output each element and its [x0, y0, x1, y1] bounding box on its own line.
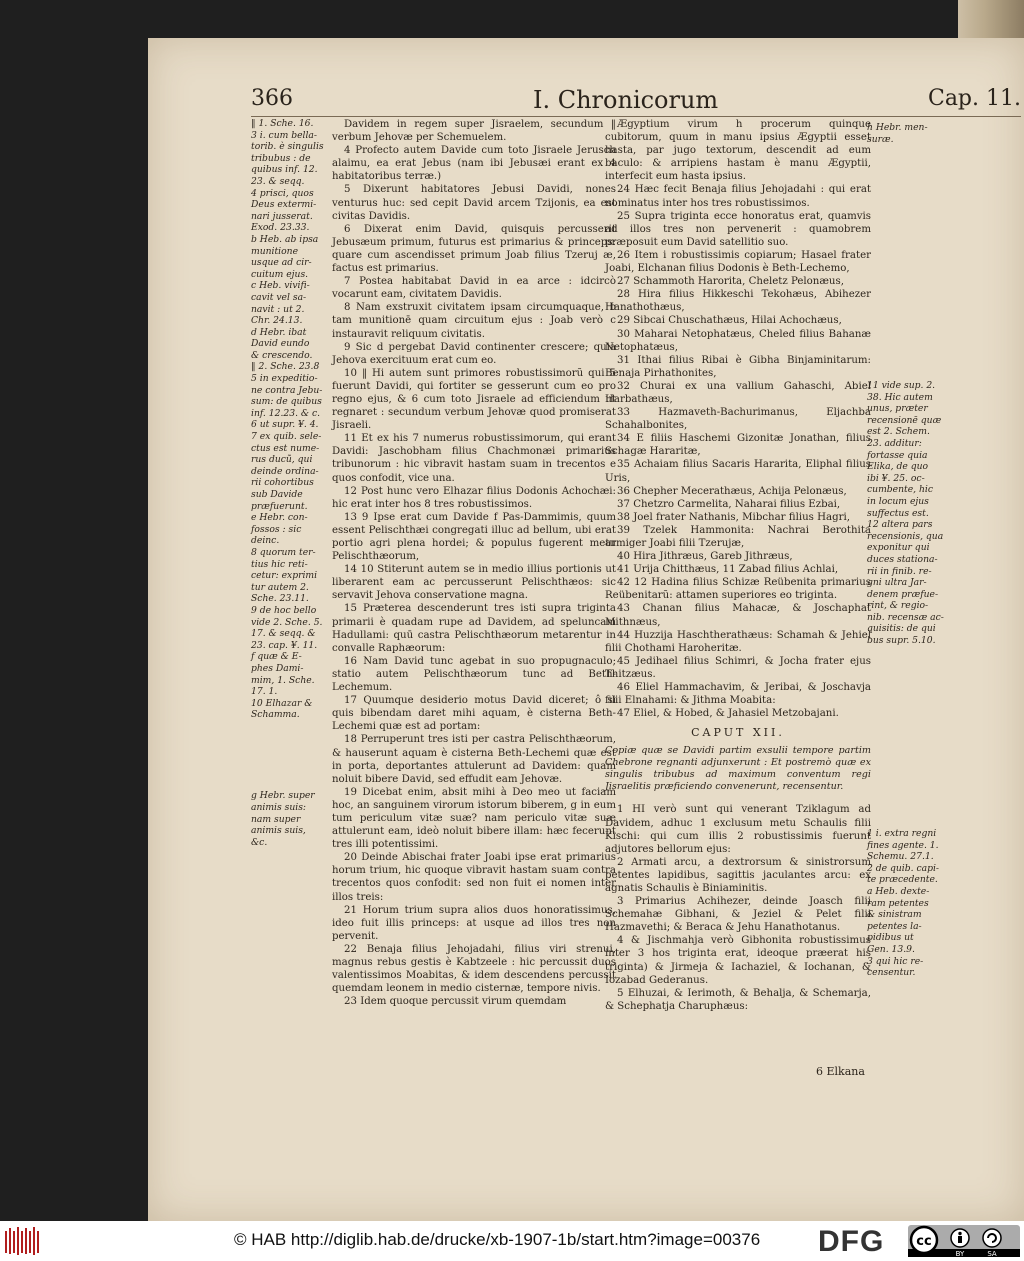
margin-note-line: unus, præter — [867, 403, 928, 415]
verse-paragraph: 34 E filiis Haschemi Gizonitæ Jonathan, filius Schagæ Hararitæ, — [605, 433, 871, 458]
column-2-chapter-verses — [605, 803, 871, 1013]
verse-paragraph: 9 Sic d pergebat David continenter crescere; quia Jehova exercituum erat cum eo. — [332, 341, 616, 366]
margin-note-line: animis suis, — [251, 825, 306, 837]
chapter-label: Cap. 11. — [927, 86, 1021, 111]
margin-note-line: cumbente, hic — [867, 484, 933, 496]
verse-paragraph: 46 Eliel Hammachavim, & Jeribai, & Joschavja filii Elnahami: & Jithma Moabita: — [605, 682, 871, 707]
margin-note-line — [251, 756, 329, 768]
margin-note-line: Elika, de quo — [867, 461, 929, 473]
margin-note-line: David eundo — [251, 338, 310, 350]
verse-paragraph: 45 Jedihael filius Schimri, & Jocha frater ejus Thitzæus. — [605, 655, 871, 680]
margin-note-line: tribubus : de — [251, 152, 311, 164]
margin-note-line: 7 ex quib. sele- — [251, 431, 322, 443]
margin-note-line: 23. & seqq. — [251, 175, 305, 187]
margin-note-line: sub Davide — [251, 489, 303, 500]
margin-note-line: cavit vel sa- — [251, 291, 307, 303]
running-header — [251, 86, 1021, 116]
page-title: I. Chronicorum — [533, 86, 719, 114]
catchword: 6 Elkana — [816, 1065, 865, 1078]
margin-note-line: rus ducũ, qui — [251, 454, 313, 466]
margin-note-line: præfuerunt. — [251, 500, 308, 512]
margin-note-line: phes Dami- — [251, 662, 304, 674]
verse-paragraph: 13 9 Ipse erat cum Davide f Pas-Dammimis, quum essent Pelischthæi congregati illuc ad bellum, ubi erat portio agri plena hordei; & populus fugerent metu Pelischthæorum, — [332, 511, 616, 563]
verse-paragraph: 36 Chepher Mecerathæus, Achija Pelonæus, — [617, 485, 847, 497]
margin-note-line: bus supr. 5.10. — [867, 635, 936, 647]
margin-note-line: suffectus est. — [867, 507, 929, 519]
margin-note-line: ‖ 1. Sche. 16. — [251, 118, 314, 129]
text-column-1 — [332, 118, 616, 1008]
margin-note-line: deinde ordina- — [251, 465, 319, 477]
margin-note-line: fines agente. 1. — [867, 839, 939, 851]
margin-note-line: torib. è singulis — [251, 141, 324, 153]
margin-note-line: &c. — [251, 836, 268, 848]
chapter-summary: Copiæ quæ se Davidi partim exsulii tempore partim Chebrone regnanti adjunxerunt : Et postremò quæ ex singulis tribubus ad maximum conventum regi Jisraelitis præficiendo convenerunt, recensentur. — [605, 745, 871, 793]
verse-paragraph: 19 Dicebat enim, absit mihi à Deo meo ut faciam hoc, an sanguinem virorum istorum biberem, g in eum tum periculum vitæ suæ? nam periculo vitæ suæ attulerunt eam, ideò noluit bibere illam: hæc fecerunt tres illi potentissimi. — [332, 786, 616, 851]
verse-paragraph: 3 Primarius Achihezer, deinde Joasch filii Schemahæ Gibhani, & Jeziel & Pelet filii Hazmavethi; & Beraca & Jehu Hanathotanus. — [605, 896, 871, 934]
verse-paragraph: 33 Hazmaveth-Bachurimanus, Eljachba Schahalbonites, — [605, 407, 871, 432]
margin-note-line: denem præfue- — [867, 588, 939, 600]
margin-note-line: rii cohortibus — [251, 477, 314, 489]
margin-note-line: tur autem 2. — [251, 581, 309, 593]
margin-note-line: g Hebr. super — [251, 790, 315, 802]
margin-note-line: est 2. Schem. — [867, 426, 930, 438]
license-by: BY — [955, 1250, 965, 1257]
verse-paragraph: 16 Nam David tunc agebat in suo propugnaculo; statio autem Pelischthæorum tunc ad Beth-Lechemum. — [332, 655, 616, 694]
verse-paragraph: 23 Idem quoque percussit virum quemdam — [344, 996, 567, 1008]
text-column-2 — [605, 118, 871, 1013]
margin-note-line: censentur. — [867, 967, 916, 979]
verse-paragraph: 15 Præterea descenderunt tres isti supra triginta primarii è quadam rupe ad Davidem, ad speluncam Hadullami: quū castra Pelischthæorum metarentur in convalle Raphæorum: — [332, 603, 616, 654]
verse-paragraph: 10 ‖ Hi autem sunt primores robustissimorũ qui 5 fuerunt Davidi, qui fortiter se gesserunt cum eo pro regno ejus, & 6 cum toto Jisraele ad efficiendum ut regnaret : secundum verbum Jehovæ quod promiserat Jisraeli. — [332, 367, 616, 432]
margin-note-line: deinc. — [251, 535, 280, 547]
right-margin-notes-middle — [867, 380, 945, 647]
margin-note-line: sum: de quibus — [251, 396, 322, 408]
verse-paragraph: 11 Et ex his 7 numerus robustissimorum, qui erant Davidi: Jaschobham filius Chachmonæi primarius tribunorum : hic vibravit hastam suam in trecentos e quos confodit, vice una. — [332, 433, 616, 484]
verse-paragraph: 30 Maharai Netophatæus, Cheled filius Bahanæ Netophatæus, — [605, 328, 871, 353]
margin-note-line: nari jusserat. — [251, 210, 313, 222]
verse-paragraph: 39 Tzelek Hammonita: Nachrai Berothita armiger Joabi filii Tzerujæ, — [605, 524, 871, 549]
margin-note-line: e Hebr. con- — [251, 512, 308, 524]
margin-note-line: Gen. 13.9. — [867, 943, 915, 955]
verse-paragraph: 22 Benaja filius Jehojadahi, filius viri strenui, magnus rebus gestis è Kabtzeele : hic percussit duos valentissimos Moabitas, & idem descendens percussit quemdam leonem in medio cisternæ, tempore nivis. — [332, 943, 616, 995]
verse-paragraph: 43 Chanan filius Mahacæ, & Joschaphat Mithnæus, — [605, 603, 871, 628]
margin-note-line: tius hic reti- — [251, 558, 308, 570]
margin-note-line: 5 in expeditio- — [251, 373, 318, 385]
margin-note-line — [251, 721, 329, 733]
margin-note-line: ibi ¥. 25. oc- — [867, 472, 925, 484]
margin-note-line: a Heb. dexte- — [867, 885, 930, 897]
margin-note-line: navit : ut 2. — [251, 303, 305, 315]
margin-note-line: animis suis: — [251, 802, 306, 814]
verse-paragraph: 31 Ithai filius Ribai è Gibha Binjaminitarum: Benaja Pirhathonites, — [605, 354, 871, 379]
margin-note-line: 1 i. extra regni — [867, 828, 937, 839]
margin-note-line: 3 qui hic re- — [867, 955, 924, 967]
verse-paragraph: 8 Nam exstruxit civitatem ipsam circumquaque, b tam munitionē quam circuitum ejus : Joab verò c instauravit reliquum civitatis. — [332, 302, 616, 340]
verse-paragraph: 44 Huzzija Haschtherathæus: Schamah & Jehiel filii Chothami Haroheritæ. — [605, 629, 871, 654]
verse-paragraph: Ægyptium virum h procerum quinque cubitorum, quum in manu ipsius Ægyptii esset hasta, par jugo textorum, descendit ad eum baculo: & arripiens hastam è manu Ægyptii, interfecit eum hasta ipsius. — [605, 119, 871, 183]
verse-paragraph: 26 Item i robustissimis copiarum; Hasael frater Joabi, Elchanan filius Dodonis è Beth-Lechemo, — [605, 249, 871, 275]
margin-note-line: petentes la- — [867, 920, 922, 932]
margin-note-line: quibus inf. 12. — [251, 164, 318, 176]
margin-note-line: 3 i. cum bella- — [251, 129, 318, 141]
margin-note-line: 12 altera pars — [867, 519, 933, 531]
margin-note-line: inf. 12.23. & c. — [251, 407, 321, 419]
creative-commons-license-icon[interactable] — [908, 1225, 1020, 1257]
margin-note-line: ‖ 2. Sche. 23.8 — [251, 361, 320, 373]
margin-note-line: Schemu. 27.1. — [867, 851, 934, 863]
margin-note-line: c Heb. vivifi- — [251, 280, 310, 292]
margin-note-line: Chr. 24.13. — [251, 315, 303, 327]
verse-paragraph: 5 Elhuzai, & Ierimoth, & Behalja, & Schemarja, & Schephatja Charuphæus: — [605, 987, 871, 1012]
verse-paragraph: 41 Urija Chitthæus, 11 Zabad filius Achlai, — [617, 564, 839, 576]
verse-paragraph: 38 Joel frater Nathanis, Mibchar filius Hagri, — [617, 511, 850, 523]
margin-note-line: pidibus ut — [867, 932, 914, 944]
margin-note-line: 4 prisci, quos — [251, 187, 314, 199]
margin-note-line — [251, 767, 329, 779]
footer-bar — [0, 1221, 1024, 1261]
library-logo-icon — [4, 1225, 42, 1257]
verse-paragraph: 5 Dixerunt habitatores Jebusi Davidi, nones venturus huc: sed cepit David arcem Tzijonis, ea est civitas Davidis. — [332, 184, 616, 222]
verse-paragraph: 4 & Jischmahja verò Gibhonita robustissimus inter 3 hos triginta erat, ideoque præerat his triginta) & Jirmeja & Iachaziel, & Iochanan, & Iozabad Gederanus. — [605, 935, 871, 986]
margin-note-line: gni ultra Jar- — [867, 577, 927, 589]
margin-note-line: Sche. 23.11. — [251, 593, 309, 605]
margin-note-line: 17. 1. — [251, 686, 278, 698]
verse-paragraph: 47 Eliel, & Hobed, & Jahasiel Metzobajani. — [617, 708, 839, 720]
verse-paragraph: 14 10 Stiterunt autem se in medio illius portionis ut liberarent eam ac percusserunt Pelischthæos: sic servavit Jehova conservatione magna. — [332, 564, 616, 602]
left-margin-notes — [251, 118, 329, 848]
verse-paragraph: 27 Schammoth Harorita, Cheletz Pelonæus, — [617, 276, 844, 288]
verse-paragraph: 20 Deinde Abischai frater Joabi ipse erat primarius horum trium, hic quoque vibravit hastam suam contra trecentos quos confodit: sed non fuit ei nomen inter illos treis: — [332, 852, 616, 903]
verse-paragraph: 32 Churai ex una vallium Gahaschi, Abiel Harbathæus, — [605, 380, 871, 405]
margin-note-line — [251, 744, 329, 756]
margin-note-line: & crescendo. — [251, 349, 313, 361]
margin-note-line: nam super — [251, 813, 301, 825]
verse-paragraph: 29 Sibcai Chuschathæus, Hilai Achochæus, — [617, 315, 842, 327]
margin-note-line: nib. recensæ ac- — [867, 611, 944, 623]
verse-paragraph: 17 Quumque desiderio motus David diceret; ô si quis bibendam daret mihi aquam, è cisterna Beth-Lechemi quæ est ad portam: — [332, 695, 616, 733]
verse-paragraph: 24 Hæc fecit Benaja filius Jehojadahi : qui erat nominatus inter hos tres robustissimos. — [605, 184, 871, 209]
margin-note-line: 17. & seqq. & — [251, 628, 316, 640]
right-margin-notes-top — [867, 122, 945, 145]
license-sa: SA — [987, 1250, 997, 1257]
margin-note-line: ctus est nume- — [251, 442, 320, 454]
margin-note-line: fossos : sic — [251, 523, 302, 535]
verse-paragraph: 37 Chetzro Carmelita, Naharai filius Ezbai, — [617, 498, 841, 510]
dfg-logo: DFG — [818, 1225, 885, 1258]
margin-note-line: 10 Elhazar & — [251, 697, 313, 709]
margin-note-line: cuitum ejus. — [251, 268, 309, 280]
margin-note-line: usque ad cir- — [251, 257, 312, 269]
margin-note-line: fortasse quia — [867, 449, 928, 461]
verse-paragraph: 4 Profecto autem Davide cum toto Jisraele Jerusch alaimu, ea erat Jebus (nam ibi Jebusæi erant ex 4 habitatoribus terræ.) — [332, 145, 616, 183]
verse-paragraph: 21 Horum trium supra alios duos honoratissimus, ideo fuit illis princeps: at usque ad illos tres non pervenit. — [332, 904, 616, 942]
verse-paragraph: 28 Hira filius Hikkeschi Tekohæus, Abihezer Hanathothæus, — [605, 289, 871, 314]
margin-note-line: 23. additur: — [867, 437, 922, 449]
margin-note-line: suræ. — [867, 133, 894, 145]
margin-note-line: ne contra Jebu- — [251, 384, 323, 396]
margin-note-line: quisitis: de qui — [867, 623, 936, 635]
margin-note-line: rint, & regio- — [867, 600, 929, 612]
margin-note-line: h Hebr. men- — [867, 122, 928, 133]
column-2-verses — [605, 118, 871, 720]
verse-paragraph: 35 Achaiam filius Sacaris Hararita, Eliphal filius Uris, — [605, 459, 871, 484]
margin-note-line — [251, 779, 329, 791]
svg-text:cc: cc — [916, 1234, 932, 1249]
header-rule — [251, 116, 1021, 117]
margin-note-line: 11 vide sup. 2. — [867, 380, 936, 391]
margin-note-line: munitione — [251, 245, 299, 257]
margin-note-line: duces stationa- — [867, 553, 938, 565]
verse-paragraph: 42 12 Hadina filius Schizæ Reübenita primarius Reübenitarũ: attamen superiores eo triginta. — [605, 577, 871, 602]
verse-paragraph: 1 HI verò sunt qui venerant Tziklagum ad Davidem, adhuc 1 exclusum metu Schaulis filii Kischi: qui cum illis 2 robustissimis fuerunt adjutores bellorum ejus: — [605, 804, 871, 855]
margin-note-line: b Heb. ab ipsa — [251, 233, 319, 245]
verse-paragraph: 18 Perruperunt tres isti per castra Pelischthæorum, & hauserunt aquam è cisterna Beth-Lechemi quæ est in porta, deportantes attulerunt ad Davidem: quam noluit bibere David, sed effudit eam Jehovæ. — [332, 734, 616, 785]
margin-note-line: 38. Hic autem — [867, 391, 933, 403]
margin-note-line: vide 2. Sche. 5. — [251, 616, 323, 628]
margin-note-line: 8 quorum ter- — [251, 546, 316, 558]
verse-paragraph: Davidem in regem super Jisraelem, secundum ‖ verbum Jehovæ per Schemuelem. — [332, 119, 616, 144]
margin-note-line: Exod. 23.33. — [251, 222, 310, 234]
margin-note-line: & sinistram — [867, 909, 922, 921]
verse-paragraph: 12 Post hunc vero Elhazar filius Dodonis Achochæi: hic erat inter hos 8 tres robustissimos. — [332, 485, 616, 510]
margin-note-line: d Hebr. ibat — [251, 326, 307, 338]
margin-note-line: exponitur qui — [867, 542, 930, 554]
verse-paragraph: 40 Hira Jithræus, Gareb Jithræus, — [617, 551, 793, 563]
verse-paragraph: 2 Armati arcu, a dextrorsum & sinistrorsum petentes lapidibus, sagittis jaculantes arcu: ex agnatis Schaulis è Biniaminitis. — [605, 856, 871, 894]
margin-note-line: te præcedente. — [867, 874, 938, 886]
chapter-heading: CAPUT XII. — [691, 726, 785, 740]
margin-note-line: 9 de hoc bello — [251, 604, 317, 616]
margin-note-line: ram petentes — [867, 897, 929, 909]
book-page — [148, 38, 1024, 1221]
margin-note-line: Deus extermi- — [251, 199, 317, 211]
margin-note-line: rii in finib. re- — [867, 565, 932, 577]
margin-note-line: recensionis, qua — [867, 530, 944, 542]
margin-note-line: 6 ut supr. ¥. 4. — [251, 419, 319, 431]
page-number: 366 — [251, 86, 293, 111]
verse-paragraph: 6 Dixerat enim David, quisquis percusserit Jebusæum primum, futurus est primarius & princeps: quare cum ascendisset primum Joab filius Tzeruj æ, factus est primarius. — [332, 223, 616, 275]
margin-note-line: in locum ejus — [867, 495, 929, 507]
right-margin-notes-bottom — [867, 828, 945, 979]
margin-note-line: f quæ & E- — [251, 651, 302, 663]
verse-paragraph: 25 Supra triginta ecce honoratus erat, quamvis ad illos tres non pervenerit : quamobrem præposuit eum David satellitio suo. — [605, 210, 871, 248]
margin-note-line: 23. cap. ¥. 11. — [251, 639, 318, 651]
margin-note-line: cetur: exprimi — [251, 570, 318, 582]
margin-note-line: recensionē quæ — [867, 414, 942, 426]
copyright-link[interactable]: © HAB http://diglib.hab.de/drucke/xb-1907-1b/start.htm?image=00376 — [234, 1230, 761, 1249]
margin-note-line: 2 de quib. capi- — [867, 862, 940, 874]
margin-note-line — [251, 732, 329, 744]
margin-note-line: mim, 1. Sche. — [251, 674, 315, 686]
verse-paragraph: 7 Postea habitabat David in ea arce : idcircò vocarunt eam, civitatem Davidis. — [332, 276, 616, 301]
margin-note-line: Schamma. — [251, 709, 300, 721]
